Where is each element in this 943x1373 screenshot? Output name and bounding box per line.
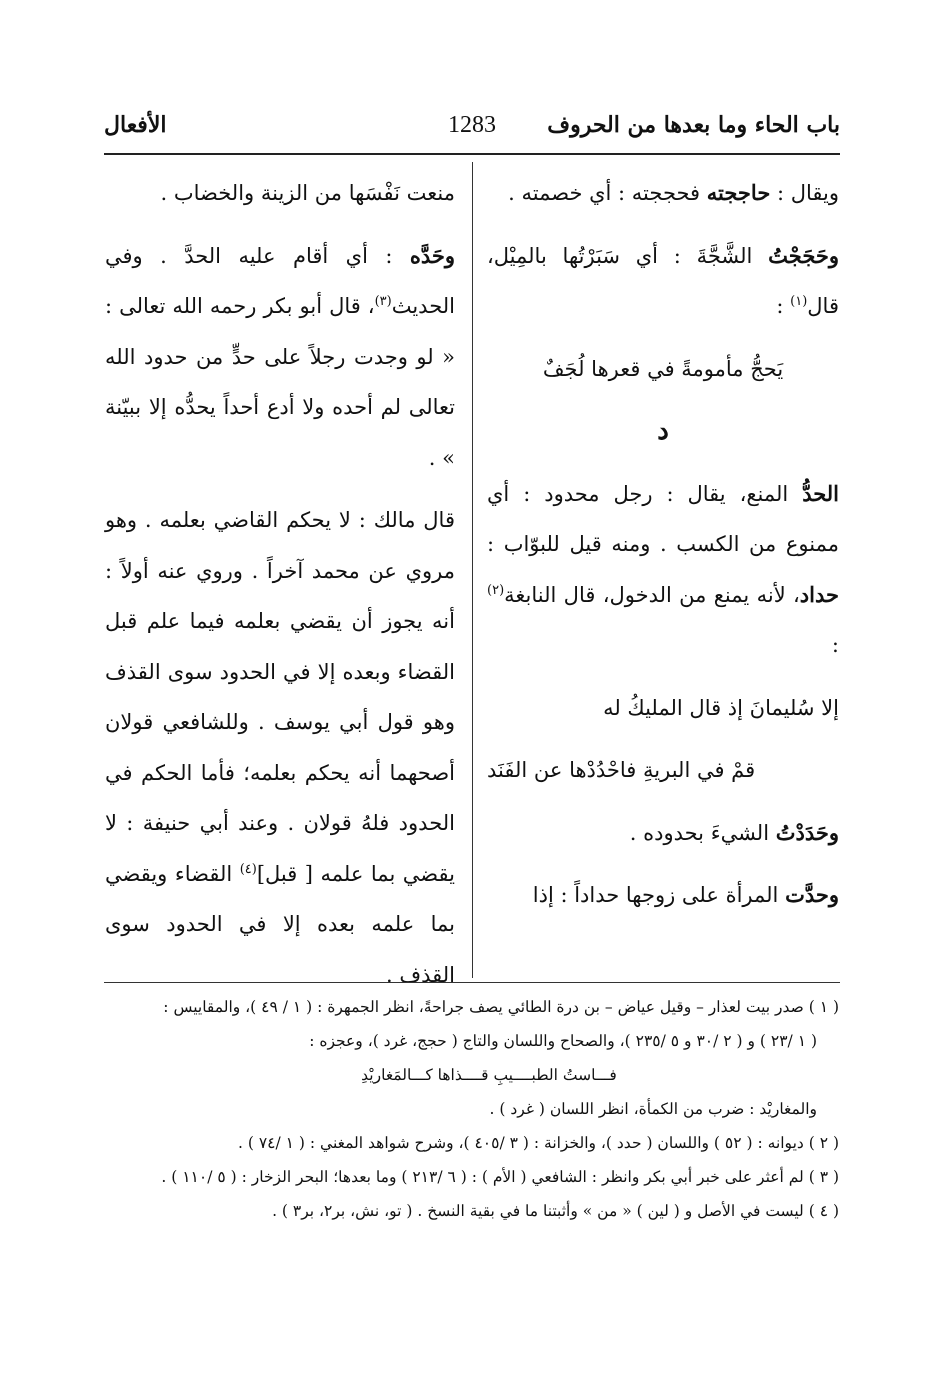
footnote-1: ( ١ ) صدر بيت لعذار – وقيل عياض – بن درة الطائي يصف جراحةً، انظر الجمهرة : ( ١ / ٤٩ )، والمقاييس : bbox=[163, 998, 839, 1016]
text: فحججته : أي خصمته . bbox=[508, 181, 707, 205]
paragraph bbox=[487, 231, 839, 332]
paragraph bbox=[105, 231, 455, 484]
paragraph bbox=[487, 168, 839, 219]
verse: إلا سُليمانَ إذ قال المليكُ له bbox=[603, 695, 839, 720]
footnote-ref: (٢) bbox=[487, 582, 505, 598]
right-column bbox=[487, 168, 839, 933]
headword: الحدُّ bbox=[802, 480, 839, 506]
footnote-1-cont: ( ١ /٢٣ ) و ( ٢ /٣٠ و ٥ /٢٣٥ )، والصحاح واللسان والتاج ( حجج، غرد )، وعجزه : bbox=[309, 1032, 817, 1050]
headword: وحَجَجْتُ bbox=[768, 242, 839, 268]
footnote-3: ( ٣ ) لم أعثر على خبر أبي بكر وانظر : الشافعي ( الأم ) : ( ٦ /٢١٣ ) وما بعدها؛ البحر الزخار : ( ٥ /١١٠ ) . bbox=[161, 1168, 839, 1186]
headword: حاججته bbox=[706, 180, 771, 205]
section-title: باب الحاء وما بعدها من الحروف bbox=[547, 112, 840, 138]
footnote-4: ( ٤ ) ليست في الأصل و ( لين ) « من » وأثبتنا ما في بقية النسخ . ( تو، نش، بر٢، بر٣ ) . bbox=[272, 1202, 839, 1220]
text: : أي أقام عليه الحدَّ . وفي الحديث bbox=[105, 243, 455, 318]
text: قال مالك : لا يحكم القاضي بعلمه . وهو مروي عن محمد آخراً . وروي عنه أولاً : أنه يجوز أن يقضي بعلمه فيما علم قبل القضاء وبعده إلا في الحدود سوى القذف وهو قول أبي يوسف . وللشافعي قولان أصحهما أنه يحكم بعلمه؛ فأما الحكم في الحدود فلهُ قولان . وعند أبي حنيفة : لا يقضي بما علمه [ قبل] bbox=[105, 508, 455, 886]
headword: حداد bbox=[799, 581, 839, 607]
header-rule bbox=[104, 153, 840, 155]
headword: وحَدَّه bbox=[409, 242, 455, 268]
footnote-ref: (١) bbox=[790, 294, 808, 309]
text: : bbox=[831, 633, 839, 657]
footnote-ref: (٤) bbox=[239, 861, 257, 877]
paragraph: منعت نَفْسَها من الزينة والخضاب . bbox=[160, 181, 455, 205]
paragraph bbox=[487, 469, 839, 671]
footnote-2: ( ٢ ) ديوانه : ( ٥٢ ) واللسان ( حدد )، والخزانة : ( ٣ /٤٠٥ )، وشرح شواهد المغني : ( ١ /٧٤ ) . bbox=[238, 1134, 839, 1152]
footnote-1-gloss: والمغاريْد : ضرب من الكمأة، انظر اللسان ( غرد ) . bbox=[489, 1100, 817, 1118]
text: الشيءَ بحدوده . bbox=[629, 820, 776, 845]
verse: يَحجُّ مأمومةً في قعرها لُجَفٌ bbox=[542, 356, 784, 381]
text: الشَّجَّةَ : أي سَبَرْتُها بالمِيْل، قال bbox=[487, 243, 839, 318]
text: القضاء ويقضي بما علمه بعده إلا في الحدود سوى القذف . bbox=[105, 861, 455, 987]
headword: وحدَّت bbox=[785, 882, 839, 907]
text: : bbox=[776, 294, 791, 318]
verse: قمْ في البريةِ فاحْدُدْها عن الفَنَد bbox=[487, 758, 756, 782]
left-column bbox=[105, 168, 455, 1012]
paragraph bbox=[105, 495, 455, 1000]
footnote-1-verse: فـــاستُ الطبــــيبِ قــــذاها كـــالمَغاريْدِ bbox=[361, 1066, 617, 1084]
text: المنع، يقال : رجل محدود : أي ممنوع من الكسب . ومنه قيل للبوّاب : bbox=[487, 481, 839, 556]
text: ويقال : bbox=[770, 181, 839, 205]
footnotes bbox=[99, 990, 839, 1228]
column-divider bbox=[472, 162, 473, 978]
footnote-ref: (٣) bbox=[374, 294, 392, 309]
footnote-rule bbox=[104, 982, 840, 983]
paragraph bbox=[487, 870, 839, 921]
text: ، لأنه يمنع من الدخول، قال النابغة bbox=[504, 582, 800, 607]
page-number: 1283 bbox=[448, 112, 496, 138]
letter-heading: د bbox=[657, 416, 669, 446]
chapter-title: الأفعال bbox=[104, 112, 167, 138]
page-header bbox=[104, 108, 840, 148]
text: ، قال أبو بكر رحمه الله تعالى : « لو وجدت رجلاً على حدٍّ من حدود الله تعالى لم أحده ولا أدع أحداً يحدُّه إلا ببيّنة » . bbox=[105, 294, 455, 470]
headword: وحَدَدْتُ bbox=[775, 819, 839, 845]
paragraph bbox=[487, 808, 839, 859]
text: المرأة على زوجها حداداً : إذا bbox=[532, 883, 786, 907]
